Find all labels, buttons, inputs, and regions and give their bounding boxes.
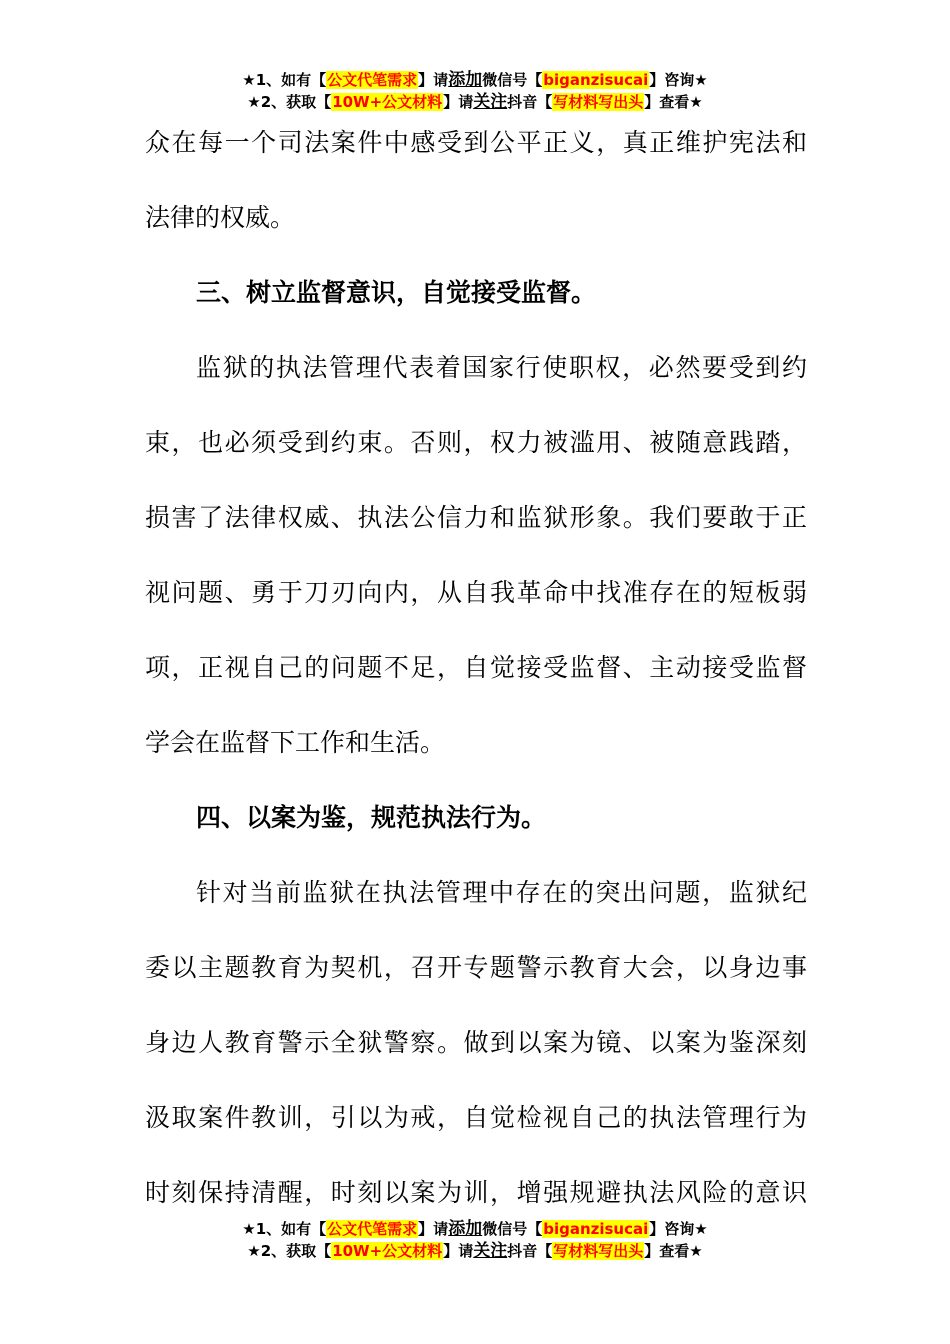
banner-line-1 [0, 69, 950, 91]
banner-emphasis: 关注 [473, 1241, 508, 1261]
banner-text: ★1、如有【 [242, 1220, 327, 1238]
banner-highlight: 写材料写出头 [553, 1242, 644, 1260]
text-line: 汲取案件教训，引以为戒，自觉检视自己的执法管理行为 [145, 1103, 807, 1132]
banner-emphasis: 添加 [448, 70, 483, 90]
banner-highlight: 10W+公文材料 [332, 93, 443, 111]
banner-text: 】查看★ [644, 1242, 703, 1260]
banner-highlight: 10W+公文材料 [332, 1242, 443, 1260]
text-line: 针对当前监狱在执法管理中存在的突出问题，监狱纪 [196, 878, 807, 907]
banner-emphasis: 添加 [448, 1219, 483, 1239]
banner-highlight: biganzisucai [543, 1220, 649, 1238]
section-3-paragraph [145, 330, 807, 780]
document-body [145, 105, 807, 1230]
text-line: 学会在监督下工作和生活。 [145, 728, 446, 757]
banner-highlight: 写材料写出头 [553, 93, 644, 111]
text-line: 时刻保持清醒，时刻以案为训，增强规避执法风险的意识 [145, 1178, 807, 1207]
banner-highlight: 公文代笔需求 [327, 71, 418, 89]
text-line: 监狱的执法管理代表着国家行使职权，必然要受到约 [196, 353, 807, 382]
section-3-heading: 三、树立监督意识，自觉接受监督。 [196, 278, 597, 307]
banner-text: 抖音【 [507, 1242, 553, 1260]
intro-paragraph [145, 105, 807, 255]
banner-text: 】查看★ [644, 93, 703, 111]
banner-text: 】请 [443, 93, 474, 111]
banner-text: 】咨询★ [649, 71, 708, 89]
banner-text: 微信号【 [482, 1220, 543, 1238]
banner-text: 】请 [418, 71, 449, 89]
banner-highlight: biganzisucai [543, 71, 649, 89]
banner-line-1 [0, 1218, 950, 1240]
banner-text: ★1、如有【 [242, 71, 327, 89]
section-4-paragraph [145, 855, 807, 1230]
banner-highlight: 公文代笔需求 [327, 1220, 418, 1238]
text-line: 项，正视自己的问题不足，自觉接受监督、主动接受监督 [145, 653, 807, 682]
banner-emphasis: 关注 [473, 92, 508, 112]
text-line: 视问题、勇于刀刃向内，从自我革命中找准存在的短板弱 [145, 578, 807, 607]
bottom-banner [0, 1218, 950, 1262]
text-line: 法律的权威。 [145, 203, 296, 232]
banner-text: 】请 [443, 1242, 474, 1260]
banner-text: 微信号【 [482, 71, 543, 89]
text-line: 委以主题教育为契机，召开专题警示教育大会，以身边事 [145, 953, 807, 982]
banner-text: 】咨询★ [649, 1220, 708, 1238]
section-4-heading: 四、以案为鉴，规范执法行为。 [196, 803, 547, 832]
text-line: 束，也必须受到约束。否则，权力被滥用、被随意践踏， [145, 428, 807, 457]
banner-text: ★2、获取【 [247, 1242, 332, 1260]
banner-text: 抖音【 [507, 93, 553, 111]
banner-line-2 [0, 1240, 950, 1262]
banner-text: 】请 [418, 1220, 449, 1238]
banner-text: ★2、获取【 [247, 93, 332, 111]
text-line: 众在每一个司法案件中感受到公平正义，真正维护宪法和 [145, 128, 807, 157]
text-line: 身边人教育警示全狱警察。做到以案为镜、以案为鉴深刻 [145, 1028, 807, 1057]
text-line: 损害了法律权威、执法公信力和监狱形象。我们要敢于正 [145, 503, 807, 532]
